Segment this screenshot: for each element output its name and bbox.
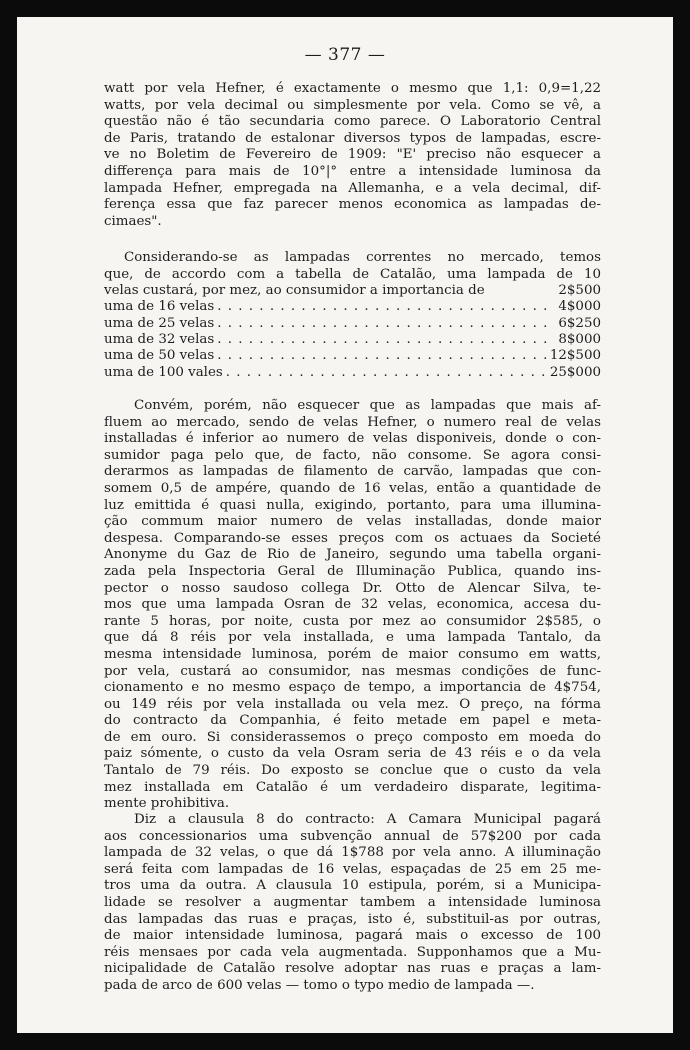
price-amount: 6$250	[558, 315, 601, 331]
text-line: aos concessionarios uma subvenção annual de 57$200 por cada	[104, 828, 601, 844]
text-line: pector o nosso saudoso collega Dr. Otto de Alencar Silva, te-	[104, 580, 601, 596]
text-line: ção commum maior numero de velas installadas, donde maior	[104, 514, 601, 530]
price-label: uma de 25 velas	[104, 315, 215, 331]
leader-dots	[217, 332, 548, 348]
price-row	[104, 316, 601, 332]
price-amount: 12$500	[549, 348, 601, 364]
text-line: differença para mais de 10°|° entre a intensidade luminosa da	[104, 163, 601, 179]
text-line: Convém, porém, não esquecer que as lampadas que mais af-	[134, 398, 601, 413]
text-line: de em ouro. Si considerassemos o preço composto em moeda do	[104, 729, 601, 745]
price-label: uma de 16 velas	[104, 299, 215, 315]
paragraph-2	[104, 250, 601, 381]
price-label: velas custará, por mez, ao consumidor a importancia de	[104, 283, 485, 299]
text-line: zada pela Inspectoria Geral de Illuminação Publica, quando ins-	[104, 563, 601, 579]
price-table	[104, 283, 601, 381]
text-line: mez installada em Catalão é um verdadeiro disparate, legitima-	[104, 779, 601, 795]
text-line: watts, por vela decimal ou simplesmente por vela. Como se vê, a	[104, 97, 601, 113]
price-label: uma de 50 velas	[104, 348, 215, 364]
text-line: mos que uma lampada Osran de 32 velas, economica, accesa du-	[104, 597, 601, 613]
paragraph-4	[104, 812, 601, 995]
text-line: do contracto da Companhia, é feito metade em papel e meta-	[104, 713, 601, 729]
price-row	[104, 348, 601, 364]
text-line: das lampadas das ruas e praças, isto é, substituil-as por outras,	[104, 911, 601, 927]
text-line: luz emittida é quasi nulla, exigindo, portanto, para uma illumina-	[104, 497, 601, 513]
document-page	[17, 17, 673, 1033]
price-row	[104, 299, 601, 315]
price-row	[104, 332, 601, 348]
text-line: lampada de 32 velas, o que dá 1$788 por vela anno. A illuminação	[104, 845, 601, 861]
price-amount: 8$000	[558, 332, 601, 348]
text-line: que dá 8 réis por vela installada, e uma lampada Tantalo, da	[104, 630, 601, 646]
text-line: réis mensaes por cada vela augmentada. Supponhamos que a Mu-	[104, 944, 601, 960]
text-line: mesma intensidade luminosa, porém de maior consumo em watts,	[104, 646, 601, 662]
text-line: derarmos as lampadas de filamento de carvão, lampadas que con-	[104, 464, 601, 480]
price-label: uma de 100 vales	[104, 364, 223, 380]
text-line: lampada Hefner, empregada na Allemanha, e a vela decimal, dif-	[104, 180, 601, 196]
price-amount: 4$000	[558, 299, 601, 315]
text-line: paiz sómente, o custo da vela Osram seria de 43 réis e o da vela	[104, 746, 601, 762]
text-line: somem 0,5 de ampére, quando de 16 velas, então a quantidade de	[104, 480, 601, 496]
price-amount: 2$500	[558, 283, 601, 299]
paragraph-1	[104, 81, 601, 230]
text-line: fluem ao mercado, sendo de velas Hefner, o numero real de velas	[104, 414, 601, 430]
text-line: installadas é inferior ao numero de velas disponiveis, donde o con-	[104, 431, 601, 447]
text-line: nicipalidade de Catalão resolve adoptar nas ruas e praças a lam-	[104, 961, 601, 977]
text-line: mente prohibitiva.	[104, 796, 230, 812]
leader-dots	[217, 348, 547, 364]
text-line: lidade se resolver a augmentar tambem a intensidade luminosa	[104, 894, 601, 910]
leader-dots	[226, 365, 547, 381]
price-label: uma de 32 velas	[104, 332, 215, 348]
price-row	[104, 283, 601, 299]
text-line: sumidor paga pelo que, de facto, não consome. Se agora consi-	[104, 447, 601, 463]
text-line: questão não é tão secundaria como parece. O Laboratorio Central	[104, 114, 601, 130]
leader-dots	[217, 299, 548, 315]
text-line: despesa. Comparando-se esses preços com os actuaes da Societé	[104, 530, 601, 546]
text-line: tros uma da outra. A clausula 10 estipula, porém, si a Municipa-	[104, 878, 601, 894]
price-amount: 25$000	[549, 364, 601, 380]
page-number: — 377 —	[304, 45, 386, 65]
text-line: será feita com lampadas de 16 velas, espaçadas de 25 em 25 me-	[104, 861, 601, 877]
text-line: Diz a clausula 8 do contracto: A Camara Municipal pagará	[134, 812, 601, 827]
text-line: ve no Boletim de Fevereiro de 1909: "E' preciso não esquecer a	[104, 147, 601, 163]
text-line: Anonyme du Gaz de Rio de Janeiro, segundo uma tabella organi-	[104, 547, 601, 563]
text-line: watt por vela Hefner, é exactamente o mesmo que 1,1: 0,9=1,22	[104, 81, 601, 96]
text-line: que, de accordo com a tabella de Catalão, uma lampada de 10	[104, 266, 601, 282]
text-line: ferença essa que faz parecer menos economica as lampadas de-	[104, 197, 601, 213]
price-row	[104, 365, 601, 381]
text-line: Considerando-se as lampadas correntes no mercado, temos	[124, 250, 601, 265]
text-line: ou 149 réis por vela installada ou vela mez. O preço, na fórma	[104, 696, 601, 712]
text-line: pada de arco de 600 velas — tomo o typo medio de lampada —.	[104, 977, 535, 993]
text-line: de Paris, tratando de estalonar diversos typos de lampadas, escre-	[104, 130, 601, 146]
paragraph-3	[104, 398, 601, 813]
text-line: por vela, custará ao consumidor, nas mesmas condições de func-	[104, 663, 601, 679]
paragraph-2-intro	[104, 250, 601, 283]
leader-dots	[217, 316, 548, 332]
text-line: cionamento e no mesmo espaço de tempo, a importancia de 4$754,	[104, 680, 601, 696]
text-line: cimaes".	[104, 213, 162, 229]
text-line: rante 5 horas, por noite, custa por mez ao consumidor 2$585, o	[104, 613, 601, 629]
text-line: de maior intensidade luminosa, pagará mais o excesso de 100	[104, 928, 601, 944]
text-line: Tantalo de 79 réis. Do exposto se conclue que o custo da vela	[104, 763, 601, 779]
